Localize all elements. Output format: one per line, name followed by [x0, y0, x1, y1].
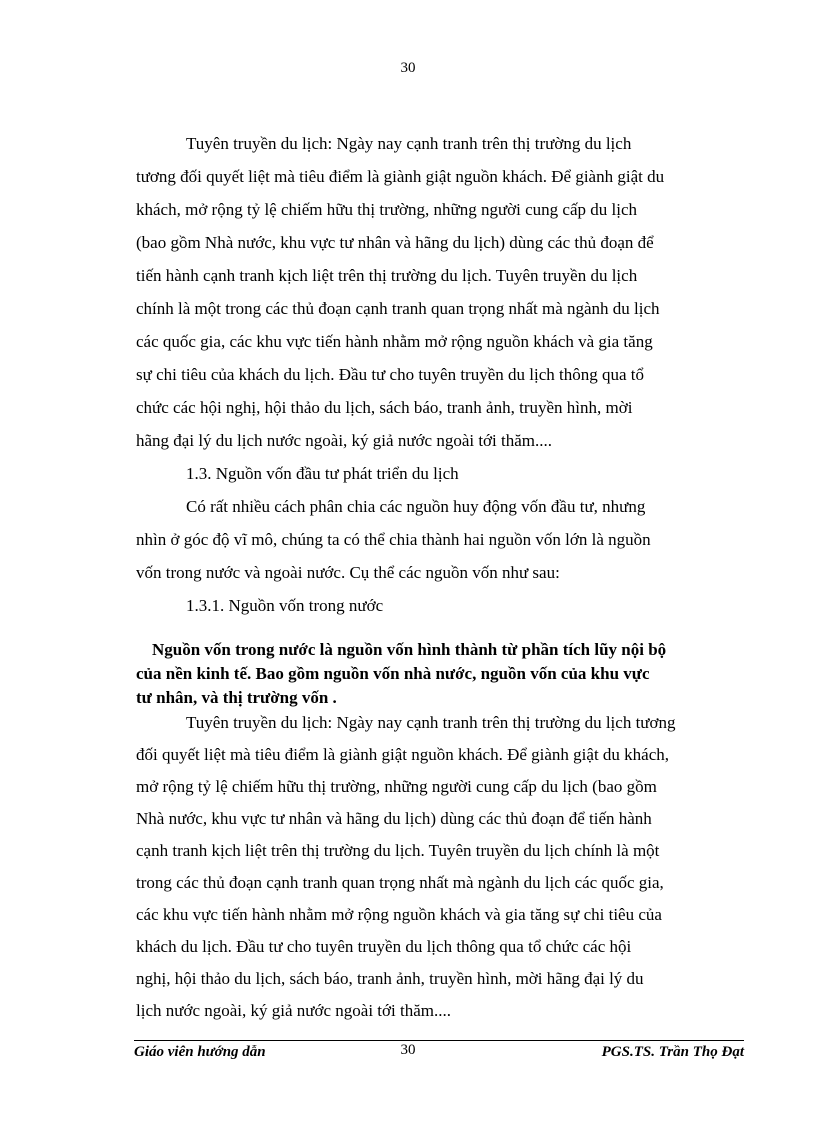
text-line: đối quyết liệt mà tiêu điểm là giành giật nguồn khách. Để giành giật du khách,	[136, 745, 670, 764]
text-line: tương đối quyết liệt mà tiêu điểm là giành giật nguồn khách. Để giành giật du	[136, 167, 665, 186]
text-line: chính là một trong các thủ đoạn cạnh tranh quan trọng nhất mà ngành du lịch	[136, 299, 660, 318]
footer-right: PGS.TS. Trần Thọ Đạt	[601, 1044, 744, 1060]
text-line: nghị, hội thảo du lịch, sách báo, tranh ảnh, truyền hình, mời hãng đại lý du	[136, 969, 644, 988]
text-line: hãng đại lý du lịch nước ngoài, ký giả nước ngoài tới thăm....	[136, 431, 553, 450]
text-line: khách, mở rộng tỷ lệ chiếm hữu thị trường, những người cung cấp du lịch	[136, 200, 638, 219]
text-line: (bao gồm Nhà nước, khu vực tư nhân và hãng du lịch) dùng các thủ đoạn để	[136, 233, 654, 252]
text-line: Tuyên truyền du lịch: Ngày nay cạnh tranh trên thị trường du lịch tương	[186, 713, 676, 732]
text-line: các khu vực tiến hành nhằm mở rộng nguồn khách và gia tăng sự chi tiêu của	[136, 905, 662, 924]
text-line: Nhà nước, khu vực tư nhân và hãng du lịch) dùng các thủ đoạn để tiến hành	[136, 809, 652, 828]
footer-page-number: 30	[400, 1042, 416, 1058]
page-number-top: 30	[400, 60, 416, 76]
footer-rule	[134, 1040, 744, 1041]
text-line: sự chi tiêu của khách du lịch. Đầu tư cho tuyên truyền du lịch thông qua tổ	[136, 365, 644, 384]
text-line: Nguồn vốn trong nước là nguồn vốn hình thành từ phần tích lũy nội bộ	[152, 640, 667, 659]
text-line: Có rất nhiều cách phân chia các nguồn huy động vốn đầu tư, nhưng	[186, 497, 646, 516]
text-line: chức các hội nghị, hội thảo du lịch, sách báo, tranh ảnh, truyền hình, mời	[136, 398, 633, 417]
text-line: của nền kinh tế. Bao gồm nguồn vốn nhà nước, nguồn vốn của khu vực	[136, 664, 650, 683]
text-line: các quốc gia, các khu vực tiến hành nhằm mở rộng nguồn khách và gia tăng	[136, 332, 653, 351]
text-line: khách du lịch. Đầu tư cho tuyên truyền du lịch thông qua tổ chức các hội	[136, 937, 632, 956]
text-line: nhìn ở góc độ vĩ mô, chúng ta có thể chia thành hai nguồn vốn lớn là nguồn	[136, 530, 651, 549]
text-line: trong các thủ đoạn cạnh tranh quan trọng nhất mà ngành du lịch các quốc gia,	[136, 873, 664, 892]
text-line: vốn trong nước và ngoài nước. Cụ thể các nguồn vốn như sau:	[136, 563, 560, 582]
text-line: cạnh tranh kịch liệt trên thị trường du lịch. Tuyên truyền du lịch chính là một	[136, 841, 660, 860]
text-line: tiến hành cạnh tranh kịch liệt trên thị trường du lịch. Tuyên truyền du lịch	[136, 266, 638, 285]
text-line: Tuyên truyền du lịch: Ngày nay cạnh tranh trên thị trường du lịch	[186, 134, 632, 153]
text-line: lịch nước ngoài, ký giả nước ngoài tới thăm....	[136, 1001, 451, 1020]
footer-left: Giáo viên hướng dẫn	[134, 1044, 266, 1060]
text-line: tư nhân, và thị trường vốn .	[136, 688, 337, 707]
heading-1-3: 1.3. Nguồn vốn đầu tư phát triển du lịch	[186, 464, 459, 483]
heading-1-3-1: 1.3.1. Nguồn vốn trong nước	[186, 596, 384, 615]
text-line: mở rộng tỷ lệ chiếm hữu thị trường, những người cung cấp du lịch (bao gồm	[136, 777, 657, 796]
